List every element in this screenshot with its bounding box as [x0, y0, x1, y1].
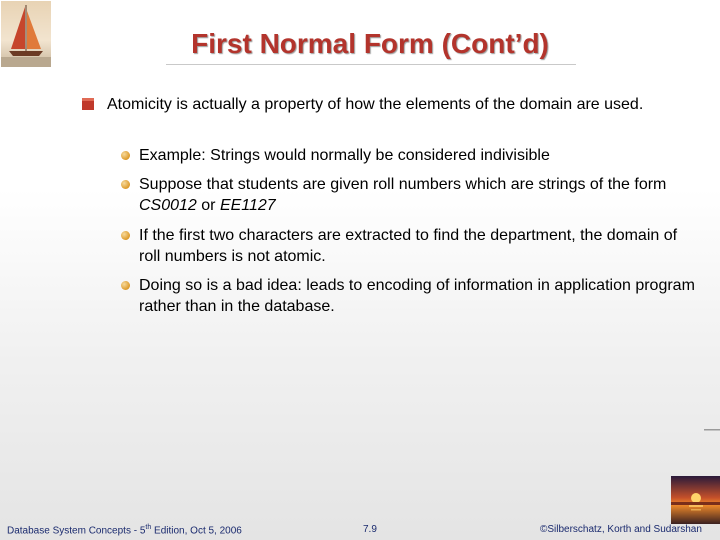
footer-page-number: 7.9: [363, 524, 377, 535]
sub-bullet-part: Doing so is a bad idea: leads to encoding of information in application program rather than in the database.: [139, 277, 695, 315]
sunset-logo: [671, 476, 720, 524]
slide-title: First Normal Form (Cont’d): [191, 28, 549, 59]
footer-book: [7, 524, 242, 536]
footer-edition-sup: th: [145, 524, 152, 531]
sub-bullet-part: or: [196, 197, 220, 214]
round-bullet-icon: [121, 281, 130, 290]
roll-number-example: EE1127: [219, 197, 276, 214]
footer-copyright: ©Silberschatz, Korth and Sudarshan: [540, 524, 702, 535]
title-underline: [166, 64, 576, 65]
sub-bullet-text: [139, 145, 699, 166]
round-bullet-icon: [121, 151, 130, 160]
sub-bullet-text: [139, 225, 699, 267]
edge-line: [704, 428, 720, 431]
sub-bullet-part: If the first two characters are extracted to find the department, the domain of roll numbers is not atomic.: [139, 227, 678, 265]
round-bullet-icon: [121, 231, 130, 240]
footer-edition-text: Edition, Oct 5, 2006: [151, 525, 242, 537]
sub-bullet-part: Example: Strings would normally be considered indivisible: [139, 147, 550, 164]
sub-bullet-text: [139, 275, 699, 317]
main-bullet-text: Atomicity is actually a property of how the elements of the domain are used.: [107, 96, 644, 113]
square-bullet-icon: [82, 98, 94, 110]
sub-bullet-part: Suppose that students are given roll numbers which are strings of the form: [139, 176, 667, 193]
round-bullet-icon: [121, 180, 130, 189]
sub-bullet-text: [139, 174, 699, 216]
roll-number-example: CS0012: [139, 197, 197, 214]
footer-book-text: Database System Concepts - 5: [7, 525, 146, 537]
